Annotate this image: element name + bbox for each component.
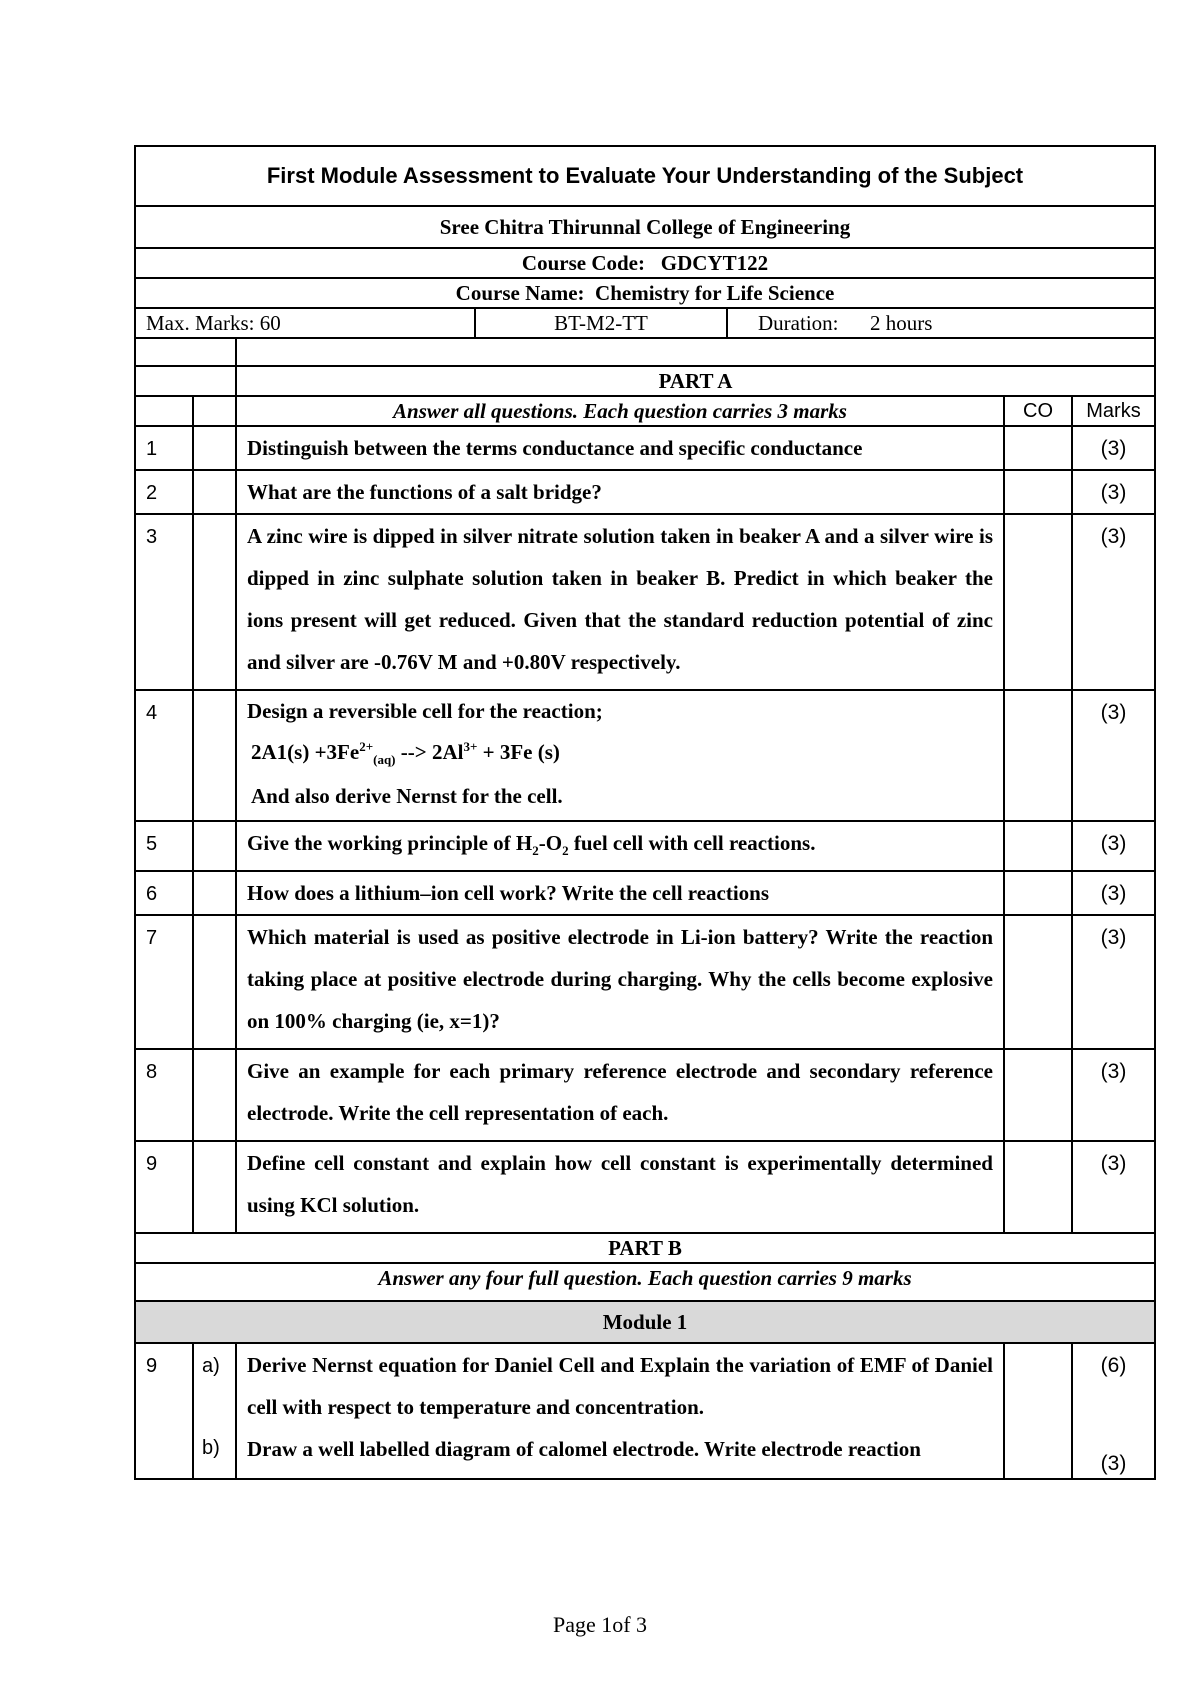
question-text: A zinc wire is dipped in silver nitrate solution taken in beaker A and a silver wire is dipped in zinc sulphate solution taken in beaker B. Predict in which beaker the ions present will get reduced. Given that the standard reduction potential of zinc and silver are -0.76V M and +0.80V respectively. bbox=[236, 514, 1004, 690]
part-a-instruction: Answer all questions. Each question carries 3 marks bbox=[236, 396, 1004, 426]
co-cell bbox=[1004, 1141, 1072, 1233]
question-number: 7 bbox=[135, 915, 193, 1049]
co-cell bbox=[1004, 871, 1072, 915]
co-cell bbox=[1004, 690, 1072, 821]
meta-row bbox=[135, 308, 1155, 338]
co-cell bbox=[1004, 915, 1072, 1049]
question-text bbox=[236, 690, 1004, 821]
question-number: 9 bbox=[135, 1343, 193, 1479]
question-row bbox=[135, 1343, 1155, 1479]
subscript: 2 bbox=[532, 843, 539, 859]
blank-cell bbox=[236, 338, 1155, 366]
duration-label: Duration: bbox=[758, 311, 839, 335]
marks-header: Marks bbox=[1072, 396, 1155, 426]
subpart-labels bbox=[193, 1343, 236, 1479]
question-number: 1 bbox=[135, 426, 193, 470]
question-text: Define cell constant and explain how cell constant is experimentally determined using KCl solution. bbox=[236, 1141, 1004, 1233]
question-marks: (3) bbox=[1072, 915, 1155, 1049]
subpart-b-text: Draw a well labelled diagram of calomel electrode. Write electrode reaction bbox=[247, 1437, 921, 1462]
equation-superscript: 2+ bbox=[359, 739, 374, 754]
question-row bbox=[135, 821, 1155, 871]
paper-title: First Module Assessment to Evaluate Your Understanding of the Subject bbox=[135, 146, 1155, 206]
blank-cell bbox=[193, 1141, 236, 1233]
co-cell bbox=[1004, 1343, 1072, 1479]
question-part: -O bbox=[538, 831, 563, 856]
question-text bbox=[236, 1343, 1004, 1479]
equation-part: --> 2Al bbox=[395, 740, 464, 764]
question-number: 4 bbox=[135, 690, 193, 821]
question-row bbox=[135, 1141, 1155, 1233]
question-text: Give an example for each primary reference electrode and secondary reference electrode. Write the cell representation of each. bbox=[236, 1049, 1004, 1141]
course-code-row bbox=[135, 248, 1155, 278]
subpart-a-marks: (6) bbox=[1100, 1354, 1127, 1378]
subscript: 2 bbox=[562, 843, 569, 859]
question-marks: (3) bbox=[1072, 1049, 1155, 1141]
question-number: 9 bbox=[135, 1141, 193, 1233]
equation-part: 2A1(s) +3Fe bbox=[251, 740, 360, 764]
question-marks: (3) bbox=[1072, 1141, 1155, 1233]
blank-cell bbox=[135, 396, 193, 426]
question-marks: (3) bbox=[1072, 514, 1155, 690]
blank-cell bbox=[193, 470, 236, 514]
question-row bbox=[135, 1049, 1155, 1141]
question-marks: (3) bbox=[1072, 871, 1155, 915]
course-name: Chemistry for Life Science bbox=[595, 281, 835, 305]
question-marks: (3) bbox=[1072, 821, 1155, 871]
question-row bbox=[135, 871, 1155, 915]
question-paper bbox=[134, 145, 1154, 1480]
question-text: Distinguish between the terms conductance and specific conductance bbox=[236, 426, 1004, 470]
question-number: 8 bbox=[135, 1049, 193, 1141]
question-line: And also derive Nernst for the cell. bbox=[251, 784, 563, 809]
course-name-label: Course Name: bbox=[455, 281, 585, 305]
reaction-equation bbox=[247, 729, 993, 778]
question-marks: (3) bbox=[1072, 470, 1155, 514]
blank-cell bbox=[193, 690, 236, 821]
question-text bbox=[236, 821, 1004, 871]
question-row bbox=[135, 470, 1155, 514]
question-row bbox=[135, 915, 1155, 1049]
co-header: CO bbox=[1004, 396, 1072, 426]
question-number: 2 bbox=[135, 470, 193, 514]
subpart-b-marks: (3) bbox=[1100, 1452, 1127, 1476]
duration bbox=[728, 309, 962, 337]
question-row bbox=[135, 514, 1155, 690]
course-name-row bbox=[135, 278, 1155, 308]
blank-cell bbox=[193, 871, 236, 915]
subpart-b-label: b) bbox=[202, 1437, 220, 1460]
exam-code: BT-M2-TT bbox=[476, 309, 728, 337]
blank-cell bbox=[135, 338, 236, 366]
question-marks bbox=[1072, 1343, 1155, 1479]
question-text: Which material is used as positive electrode in Li-ion battery? Write the reaction taking place at positive electrode during charging. Why the cells become explosive on 100% charging (ie, x=1)? bbox=[236, 915, 1004, 1049]
co-cell bbox=[1004, 514, 1072, 690]
question-number: 5 bbox=[135, 821, 193, 871]
page-number: Page 1of 3 bbox=[552, 1612, 648, 1637]
question-number: 6 bbox=[135, 871, 193, 915]
max-marks: Max. Marks: 60 bbox=[136, 309, 476, 337]
blank-cell bbox=[193, 821, 236, 871]
question-table bbox=[134, 145, 1156, 1480]
part-a-title: PART A bbox=[236, 366, 1155, 396]
course-code: GDCYT122 bbox=[660, 251, 769, 275]
question-text: What are the functions of a salt bridge? bbox=[236, 470, 1004, 514]
subpart-a-text: Derive Nernst equation for Daniel Cell and Explain the variation of EMF of Daniel cell with respect to temperature and concentration. bbox=[247, 1353, 993, 1420]
question-row bbox=[135, 690, 1155, 821]
part-b-title: PART B bbox=[135, 1233, 1155, 1263]
part-b-instruction: Answer any four full question. Each question carries 9 marks bbox=[135, 1263, 1155, 1301]
blank-cell bbox=[193, 915, 236, 1049]
equation-subscript: (aq) bbox=[373, 752, 396, 768]
module-header: Module 1 bbox=[135, 1301, 1155, 1343]
college-name: Sree Chitra Thirunnal College of Engineering bbox=[135, 206, 1155, 248]
question-marks: (3) bbox=[1072, 426, 1155, 470]
question-number: 3 bbox=[135, 514, 193, 690]
blank-cell bbox=[193, 1049, 236, 1141]
duration-value: 2 hours bbox=[869, 311, 933, 335]
question-row bbox=[135, 426, 1155, 470]
blank-cell bbox=[193, 514, 236, 690]
equation-part: + 3Fe (s) bbox=[477, 740, 560, 764]
blank-cell bbox=[193, 396, 236, 426]
question-part: fuel cell with cell reactions. bbox=[568, 831, 816, 856]
question-text: How does a lithium–ion cell work? Write the cell reactions bbox=[236, 871, 1004, 915]
question-line: Design a reversible cell for the reaction; bbox=[247, 699, 603, 723]
co-cell bbox=[1004, 470, 1072, 514]
course-code-label: Course Code: bbox=[521, 251, 645, 275]
co-cell bbox=[1004, 1049, 1072, 1141]
blank-cell bbox=[135, 366, 236, 396]
question-part: Give the working principle of H bbox=[247, 831, 533, 856]
blank-cell bbox=[193, 426, 236, 470]
equation-superscript: 3+ bbox=[463, 739, 478, 754]
co-cell bbox=[1004, 821, 1072, 871]
question-marks: (3) bbox=[1072, 690, 1155, 821]
subpart-a-label: a) bbox=[202, 1355, 220, 1378]
co-cell bbox=[1004, 426, 1072, 470]
